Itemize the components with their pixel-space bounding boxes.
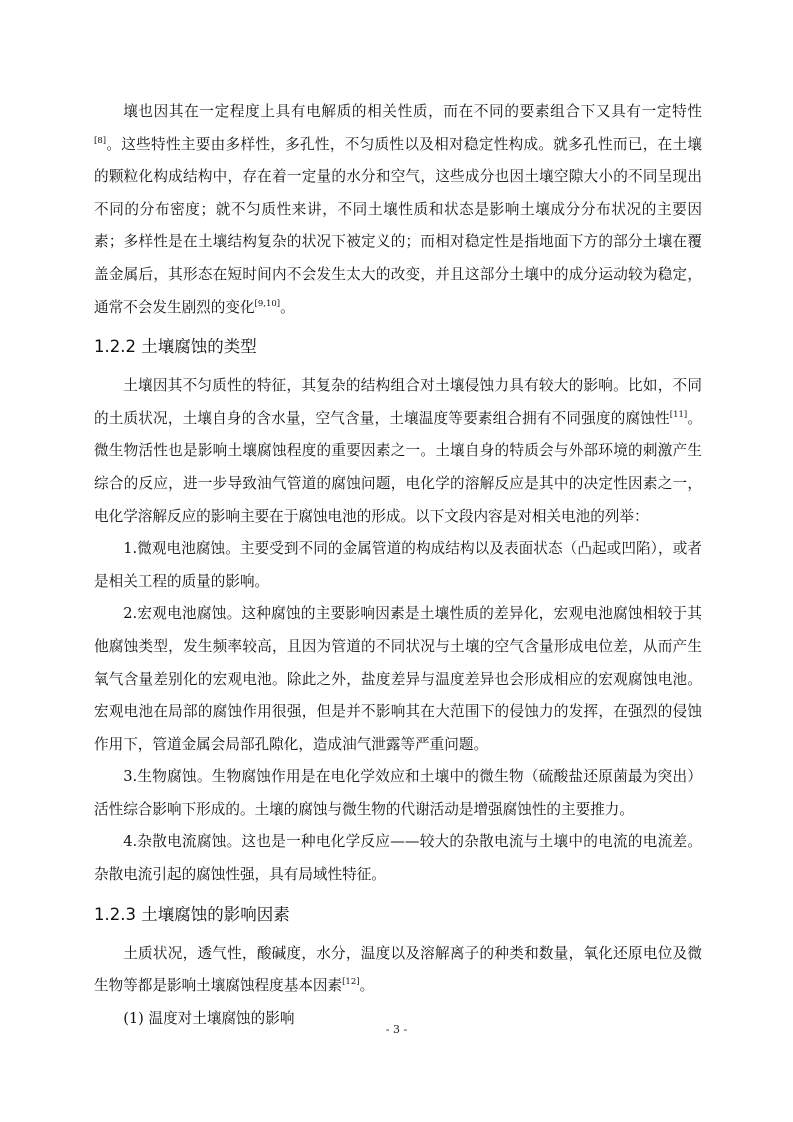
paragraph-corrosion-types [94,370,702,533]
text: 土质状况，透气性，酸碱度，水分，温度以及溶解离子的种类和数量，氧化还原电位及微生物等都是影响土壤腐蚀程度基本因素 [94,944,702,995]
text: 。 [359,977,375,995]
list-item-biological: 3.生物腐蚀。生物腐蚀作用是在电化学效应和土壤中的微生物（硫酸盐还原菌最为突出）活性综合影响下形成的。土壤的腐蚀与微生物的代谢活动是增强腐蚀性的主要推力。 [94,768,702,818]
text: 。微生物活性也是影响土壤腐蚀程度的重要因素之一。土壤自身的特质会与外部环境的刺激产生综合的反应，进一步导致油气管道的腐蚀问题，电化学的溶解反应是其中的决定性因素之一，电化学溶解反应的影响主要在于腐蚀电池的形成。以下文段内容是对相关电池的列举： [94,409,702,525]
citation: [8] [94,135,107,146]
paragraph-soil-properties [94,96,702,324]
citation: [12] [342,977,360,988]
list-item-micro-cell: 1.微观电池腐蚀。主要受到不同的金属管道的构成结构以及表面状态（凸起或凹陷），或者是相关工程的质量的影响。 [94,540,702,590]
citation: [9,10] [254,298,281,309]
text: 。这些特性主要由多样性，多孔性，不匀质性以及相对稳定性构成。就多孔性而已，在土壤的颗粒化构成结构中，存在着一定量的水分和空气，这些成分也因土壤空隙大小的不同呈现出不同的分布密度；就不匀质性来讲，不同土壤性质和状态是影响土壤成分分布状况的主要因素；多样性是在土壤结构复杂的状况下被定义的；而相对稳定性是指地面下方的部分土壤在覆盖金属后，其形态在短时间内不会发生太大的改变，并且这部分土壤中的成分运动较为稳定，通常不会发生剧烈的变化 [94,135,702,316]
page-number: - 3 - [385,1023,408,1036]
paragraph-influence-factors [94,938,702,1003]
text: 。 [280,298,295,316]
text: 土壤因其不匀质性的特征，其复杂的结构组合对土壤侵蚀力具有较大的影响。比如，不同的土质状况，土壤自身的含水量，空气含量，土壤温度等要素组合拥有不同强度的腐蚀性 [94,377,702,427]
section-heading-1-2-3: 1.2.3 土壤腐蚀的影响因素 [94,904,290,924]
page-content [94,96,702,1035]
list-item-stray-current: 4.杂散电流腐蚀。这也是一种电化学反应——较大的杂散电流与土壤中的电流的电流差。杂散电流引起的腐蚀性强，具有局域性特征。 [94,833,702,884]
citation: [11] [669,409,688,420]
section-heading-1-2-2: 1.2.2 土壤腐蚀的类型 [94,337,257,357]
text: 壤也因其在一定程度上具有电解质的相关性质，而在不同的要素组合下又具有一定特性 [123,103,702,120]
list-item-macro-cell: 2.宏观电池腐蚀。这种腐蚀的主要影响因素是土壤性质的差异化，宏观电池腐蚀相较于其他腐蚀类型，发生频率较高，且因为管道的不同状况与土壤的空气含量形成电位差，从而产生氧气含量差别化的宏观电池。除此之外，盐度差异与温度差异也会形成相应的宏观腐蚀电池。宏观电池在局部的腐蚀作用很强，但是并不影响其在大范围下的侵蚀力的发挥，在强烈的侵蚀作用下，管道金属会局部孔隙化，造成油气泄露等严重问题。 [94,605,702,753]
subheading-temperature: (1) 温度对土壤腐蚀的影响 [123,1009,295,1027]
